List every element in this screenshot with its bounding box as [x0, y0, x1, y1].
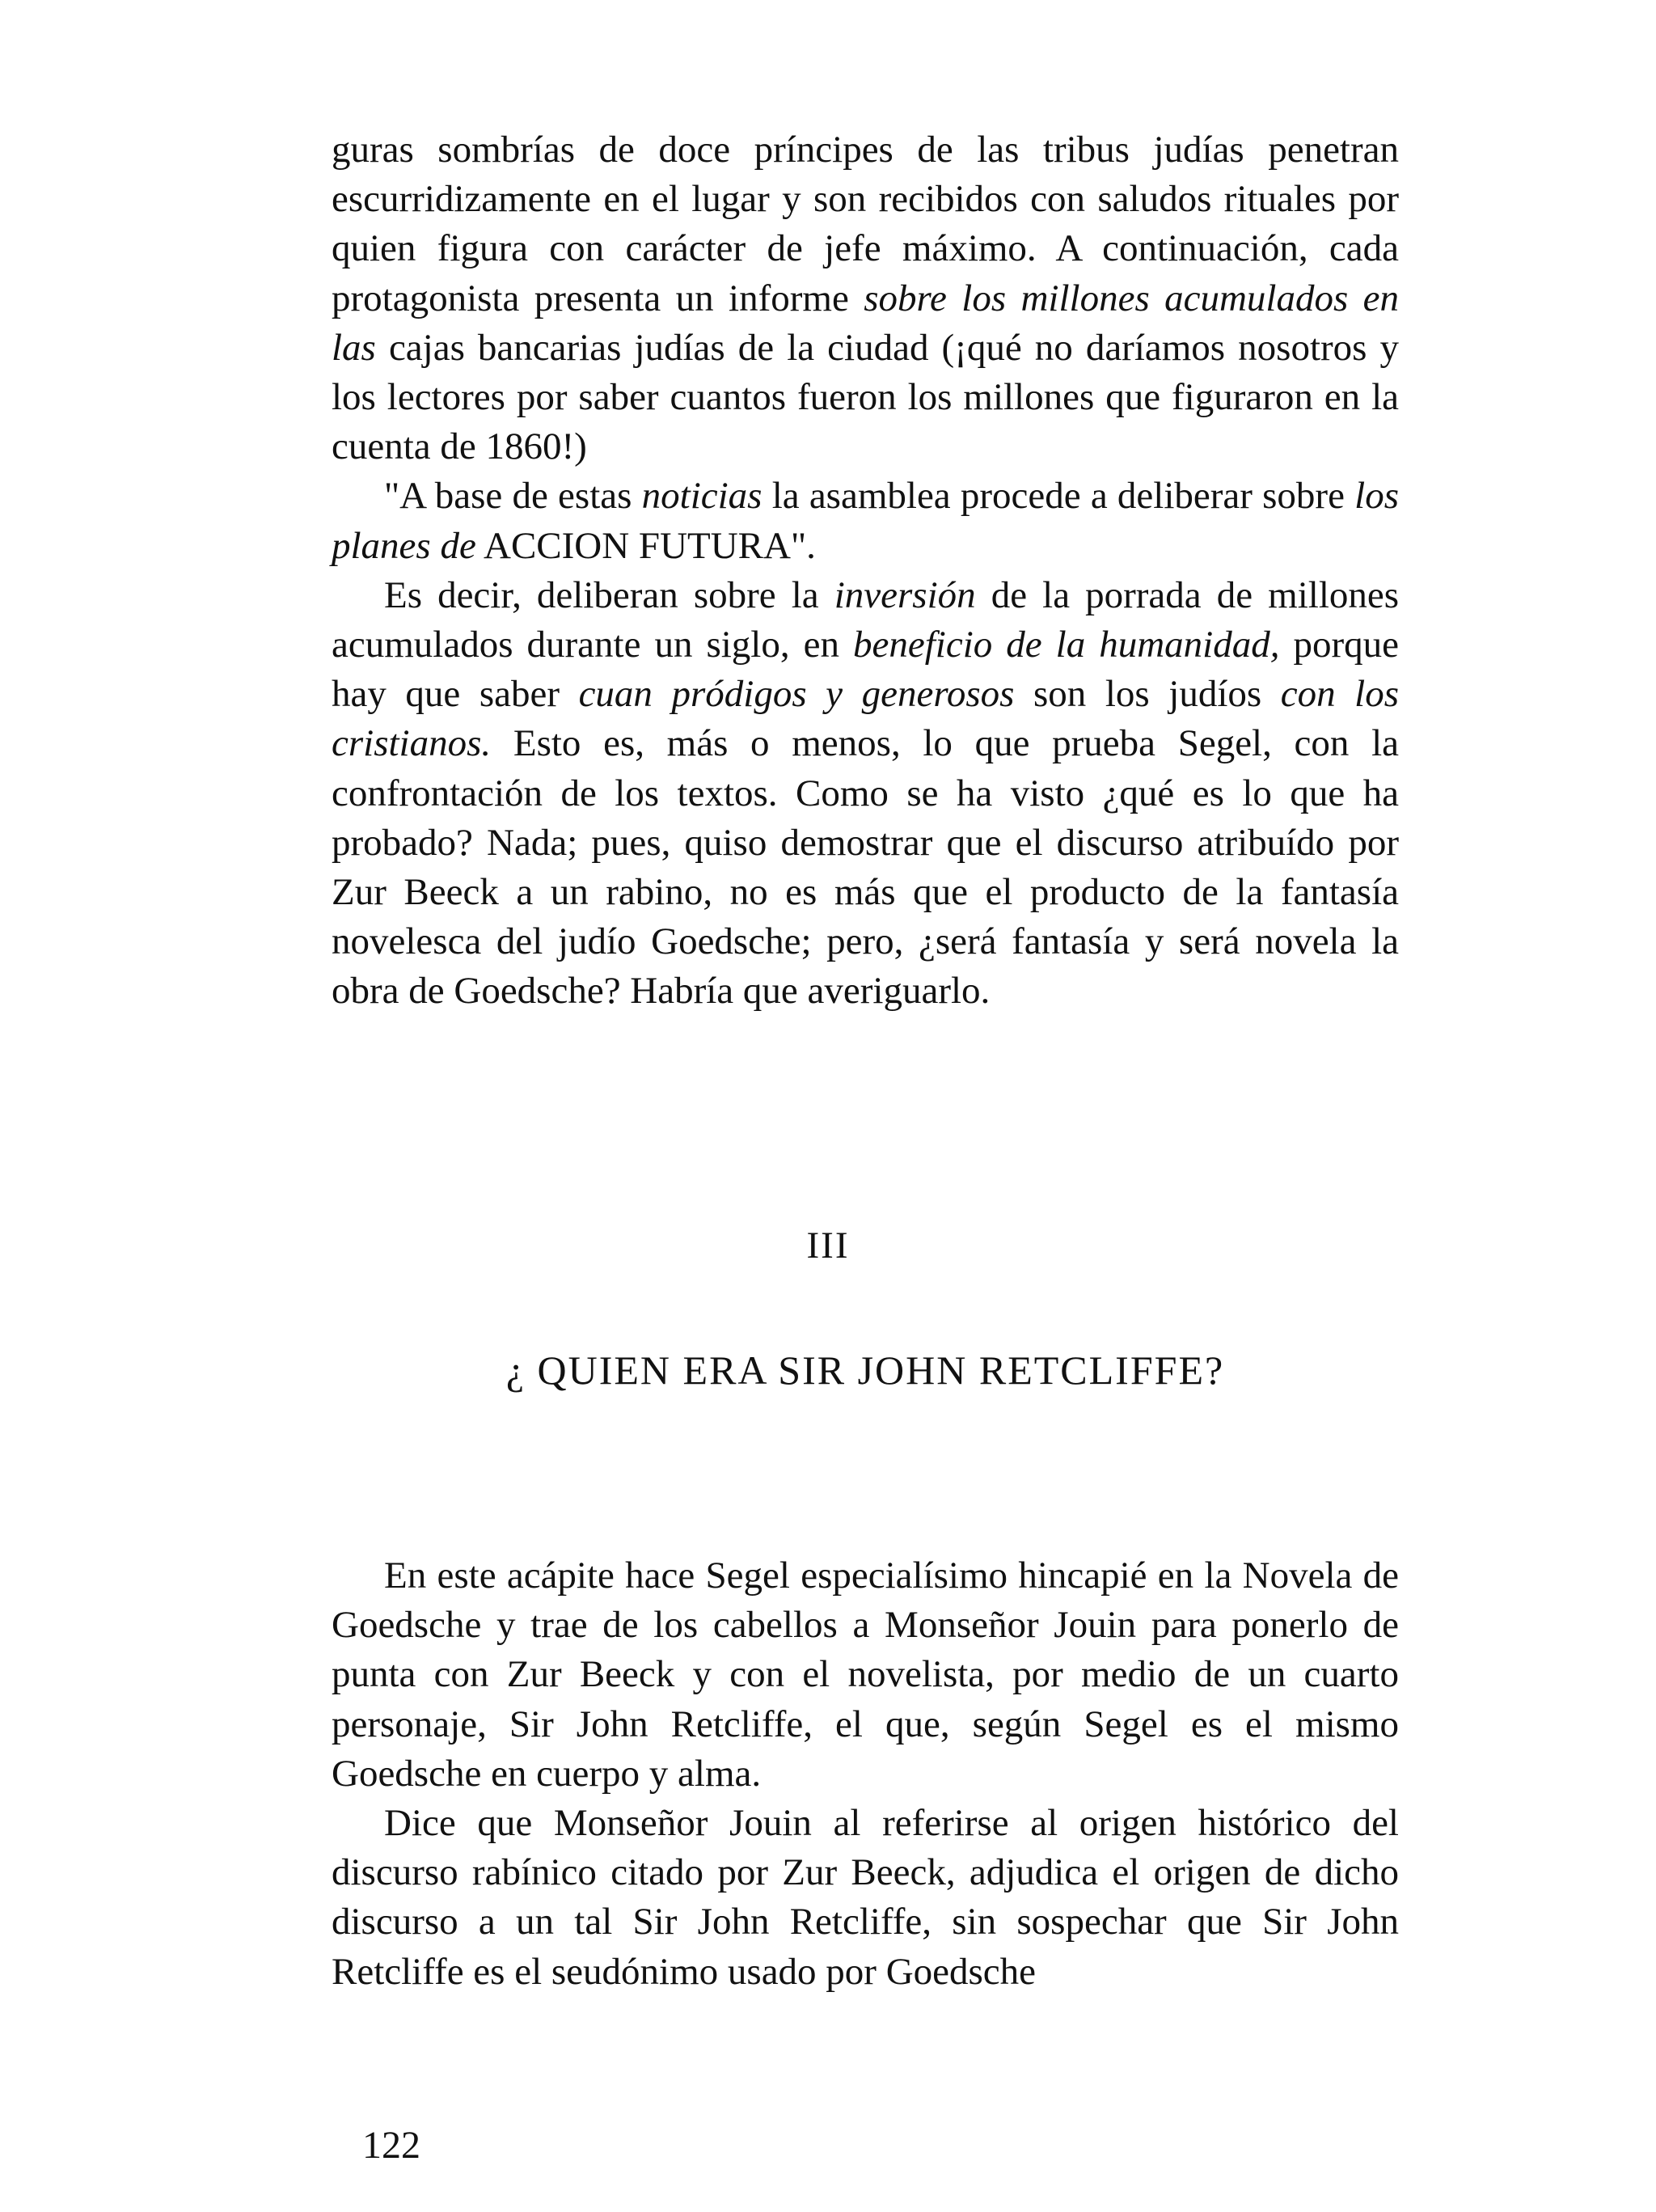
- paragraph-text: Esto es, más o menos, lo que prueba Segel, con la confrontación de los textos. Como se ha visto ¿qué es lo que ha probado? Nada; pues, quiso demostrar que el discurso atribuído por Zur Beeck a un rabino, no es más que el producto de la fantasía novelesca del judío Goedsche; pero, ¿será fantasía y será novela la obra de Goedsche? Habría que averiguarlo.: [332, 722, 1400, 1013]
- paragraph-text: ACCION FUTURA".: [484, 524, 816, 567]
- paragraph-continuation: [332, 125, 1399, 472]
- paragraph-text: Es decir, deliberan sobre la: [384, 573, 819, 616]
- body-text-bottom: [332, 1551, 1399, 1997]
- paragraph-text: de la porrada de millones acumulados durante un siglo, en: [332, 573, 1400, 666]
- paragraph-text: cajas bancarias judías de la ciudad (¡qué no daríamos nosotros y los lectores por saber cuantos fueron los millones que figuraron en la cuenta de 1860!): [332, 326, 1400, 468]
- section-title: ¿ QUIEN ERA SIR JOHN RETCLIFFE?: [505, 1347, 1225, 1393]
- section-number: III: [806, 1224, 850, 1267]
- paragraph-text: guras sombrías de doce príncipes de las tribus judías penetran escurridizamente en el lugar y son recibidos con saludos rituales por quien figura con carácter de jefe máximo. A continuación, cada protagonista presenta un informe: [332, 129, 1399, 319]
- paragraph-text: la asamblea procede a deliberar sobre: [771, 475, 1345, 518]
- paragraph-text: porque hay que saber: [332, 624, 1399, 716]
- italic-phrase: con los cristianos.: [332, 673, 1400, 765]
- italic-phrase: noticias: [641, 475, 763, 518]
- italic-phrase: inversión: [834, 573, 976, 616]
- body-text-top: [332, 125, 1399, 1017]
- page-number: 122: [362, 2124, 420, 2167]
- paragraph-analysis: [332, 571, 1399, 1017]
- paragraph-quote: [332, 472, 1399, 570]
- italic-phrase: cuan pródigos y generosos: [578, 673, 1015, 716]
- paragraph-text: son los judíos: [1033, 673, 1262, 716]
- italic-phrase: sobre los millones acumulados en las: [332, 277, 1400, 369]
- italic-phrase: los planes de: [332, 475, 1400, 567]
- paragraph-text: "A base de estas: [384, 475, 632, 518]
- italic-phrase: beneficio de la humanidad,: [853, 624, 1280, 666]
- paragraph: Dice que Monseñor Jouin al referirse al origen histórico del discurso rabínico citado por Zur Beeck, adjudica el origen de dicho discurso a un tal Sir John Retcliffe, sin sospechar que Sir John Retcliffe es el seudónimo usado por Goedsche: [332, 1802, 1399, 1993]
- paragraph: En este acápite hace Segel especialísimo hincapié en la Novela de Goedsche y trae de los cabellos a Monseñor Jouin para ponerlo de punta con Zur Beeck y con el novelista, por medio de un cuarto personaje, Sir John Retcliffe, el que, según Segel es el mismo Goedsche en cuerpo y alma.: [332, 1554, 1399, 1795]
